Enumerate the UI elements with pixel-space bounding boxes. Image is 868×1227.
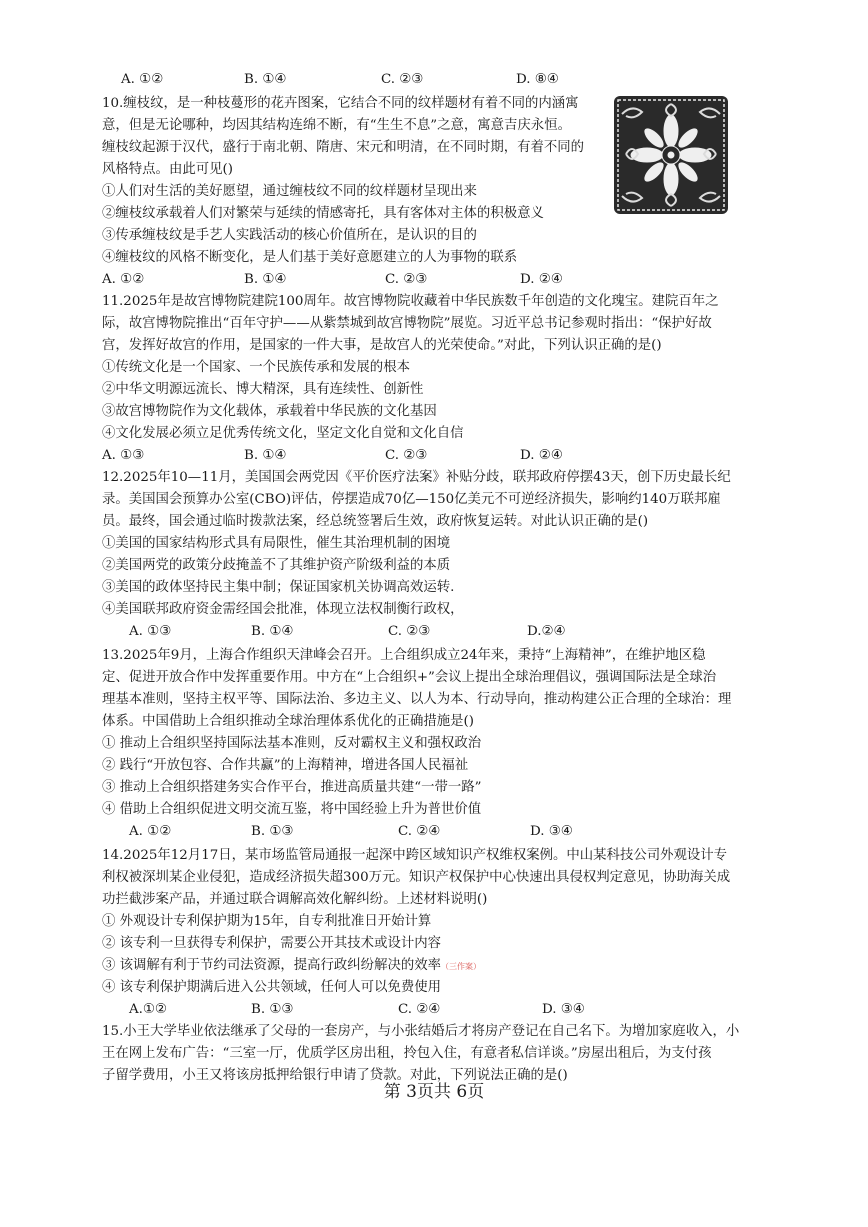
q11-stem-line: 际，故宫博物院推出“百年守护——从紫禁城到故宫博物院”展览。习近平总书记参观时指出：“保护好故 bbox=[102, 316, 712, 331]
q15-stem-line: 王在网上发布广告：“三室一厅，优质学区房出租，拎包入住，有意者私信详谈。”房屋出租后，为支付孩 bbox=[102, 1046, 712, 1061]
q9-option-c: C. ②③ bbox=[381, 72, 424, 87]
q13-statement-3: ③ 推动上合组织搭建务实合作平台，推进高质量共建“一带一路” bbox=[102, 780, 482, 795]
q11-option-c: C. ②③ bbox=[385, 448, 428, 463]
page-number-footer: 第 3页共 6页 bbox=[383, 1082, 485, 1102]
q14-option-b: B. ①③ bbox=[251, 1002, 294, 1017]
q12-statement-2: ②美国两党的政策分歧掩盖不了其维护资产阶级利益的本质 bbox=[102, 558, 451, 573]
q11-statement-2: ②中华文明源远流长、博大精深，具有连续性、创新性 bbox=[102, 382, 424, 397]
q10-option-d: D. ②④ bbox=[520, 272, 563, 287]
q13-statement-2: ② 践行“开放包容、合作共赢”的上海精神，增进各国人民福祉 bbox=[102, 758, 469, 773]
q10-option-b: B. ①④ bbox=[244, 272, 287, 287]
q14-statement-2: ② 该专利一旦获得专利保护，需要公开其技术或设计内容 bbox=[102, 936, 442, 951]
q14-option-d: D. ③④ bbox=[542, 1002, 585, 1017]
q13-option-a: A. ①② bbox=[129, 824, 172, 839]
q12-option-a: A. ①③ bbox=[129, 624, 172, 639]
q14-statement-3 bbox=[102, 956, 481, 977]
q13-option-b: B. ①③ bbox=[251, 824, 294, 839]
q10-stem-line: 风格特点。由此可见() bbox=[102, 162, 233, 177]
q12-stem-line: 录。美国国会预算办公室(CBO)评估，停摆造成70亿—150亿美元不可逆经济损失，影响约140万联邦雇 bbox=[102, 492, 721, 507]
q9-option-d: D. ⑧④ bbox=[516, 72, 559, 87]
q15-stem-line: 子留学费用，小王又将该房抵押给银行申请了贷款。对此，下列说法正确的是() bbox=[102, 1068, 568, 1083]
q12-statement-4: ④美国联邦政府资金需经国会批准，体现立法权制衡行政权， bbox=[102, 602, 464, 617]
q11-option-d: D. ②④ bbox=[520, 448, 563, 463]
q14-stem-line: 利权被深圳某企业侵犯，造成经济损失超300万元。知识产权保护中心快速出具侵权判定意见，协助海关成 bbox=[102, 870, 731, 885]
q13-stem-line: 理基本准则，坚持主权平等、国际法治、多边主义、以人为本、行动导向，推动构建公正合理的全球治：理 bbox=[102, 692, 732, 707]
q11-statement-1: ①传统文化是一个国家、一个民族传承和发展的根本 bbox=[102, 360, 410, 375]
q10-statement-3: ③传承缠枝纹是手艺人实践活动的核心价值所在，是认识的目的 bbox=[102, 228, 477, 243]
q9-option-a: A. ①② bbox=[121, 72, 164, 87]
q11-option-a: A. ①③ bbox=[102, 448, 145, 463]
q14-statement-4: ④ 该专利保护期满后进入公共领域，任何人可以免费使用 bbox=[102, 980, 442, 995]
q11-option-b: B. ①④ bbox=[244, 448, 287, 463]
q13-stem-line: 体系。中国借助上合组织推动全球治理体系优化的正确措施是() bbox=[102, 714, 474, 729]
scroll-pattern-ornament-image bbox=[612, 94, 730, 216]
q10-stem-line: 10.缠枝纹，是一种枝蔓形的花卉图案，它结合不同的纹样题材有着不同的内涵寓 bbox=[102, 96, 579, 111]
q14-statement-3-text: ③ 该调解有利于节约司法资源，提高行政纠纷解决的效率 bbox=[102, 958, 442, 973]
q10-option-a: A. ①② bbox=[102, 272, 145, 287]
q13-statement-1: ① 推动上合组织坚持国际法基本准则，反对霸权主义和强权政治 bbox=[102, 736, 482, 751]
q10-statement-1: ①人们对生活的美好愿望，通过缠枝纹不同的纹样题材呈现出来 bbox=[102, 184, 477, 199]
q10-statement-2: ②缠枝纹承载着人们对繁荣与延续的情感寄托，具有客体对主体的积极意义 bbox=[102, 206, 544, 221]
q9-option-b: B. ①④ bbox=[244, 72, 287, 87]
q13-option-c: C. ②④ bbox=[398, 824, 441, 839]
q11-stem-line: 宫，发挥好故宫的作用，是国家的一件大事，是故宫人的光荣使命。”对此，下列认识正确的是() bbox=[102, 338, 662, 353]
q11-stem-line: 11.2025年是故宫博物院建院100周年。故宫博物院收藏着中华民族数千年创造的文化瑰宝。建院百年之 bbox=[102, 294, 719, 309]
q14-statement-1: ① 外观设计专利保护期为15年，自专利批准日开始计算 bbox=[102, 914, 432, 929]
q13-option-d: D. ③④ bbox=[530, 824, 573, 839]
q12-option-d: D.②④ bbox=[527, 624, 566, 639]
q13-statement-4: ④ 借助上合组织促进文明交流互鉴，将中国经验上升为普世价值 bbox=[102, 802, 482, 817]
q14-option-a: A.①② bbox=[129, 1002, 167, 1017]
q12-option-c: C. ②③ bbox=[388, 624, 431, 639]
q10-stem-line: 缠枝纹起源于汉代，盛行于南北朝、隋唐、宋元和明清，在不同时期，有着不同的 bbox=[102, 140, 585, 155]
q12-stem-line: 员。最终，国会通过临时拨款法案，经总统签署后生效，政府恢复运转。对此认识正确的是() bbox=[102, 514, 649, 529]
q13-stem-line: 定、促进开放合作中发挥重要作用。中方在“上合组织+”会议上提出全球治理倡议，强调国际法是全球治 bbox=[102, 670, 717, 685]
q13-stem-line: 13.2025年9月，上海合作组织天津峰会召开。上合组织成立24年来，秉持“上海精神”，在维护地区稳 bbox=[102, 648, 706, 663]
q12-statement-3: ③美国的政体坚持民主集中制；保证国家机关协调高效运转. bbox=[102, 580, 455, 595]
q14-stem-line: 功拦截涉案产品，并通过联合调解高效化解纠纷。上述材料说明() bbox=[102, 892, 488, 907]
q12-statement-1: ①美国的国家结构形式具有局限性，催生其治理机制的困境 bbox=[102, 536, 451, 551]
q10-statement-4: ④缠枝纹的风格不断变化，是人们基于美好意愿建立的人为事物的联系 bbox=[102, 250, 518, 265]
q14-stem-line: 14.2025年12月17日，某市场监管局通报一起深中跨区域知识产权维权案例。中山某科技公司外观设计专 bbox=[102, 848, 728, 863]
q10-option-c: C. ②③ bbox=[385, 272, 428, 287]
q12-option-b: B. ①④ bbox=[251, 624, 294, 639]
q11-statement-4: ④文化发展必须立足优秀传统文化，坚定文化自觉和文化自信 bbox=[102, 426, 464, 441]
q11-statement-3: ③故宫博物院作为文化载体，承载着中华民族的文化基因 bbox=[102, 404, 437, 419]
q15-stem-line: 15.小王大学毕业依法继承了父母的一套房产，与小张结婚后才将房产登记在自己名下。为增加家庭收入，小 bbox=[102, 1024, 740, 1039]
watermark-stamp: （三作案） bbox=[441, 962, 482, 971]
q12-stem-line: 12.2025年10—11月，美国国会两党因《平价医疗法案》补贴分歧，联邦政府停摆43天，创下历史最长纪 bbox=[102, 470, 731, 485]
q14-option-c: C. ②④ bbox=[398, 1002, 441, 1017]
q10-stem-line: 意，但是无论哪种，均因其结构连绵不断，有“生生不息”之意，寓意吉庆永恒。 bbox=[102, 118, 571, 133]
